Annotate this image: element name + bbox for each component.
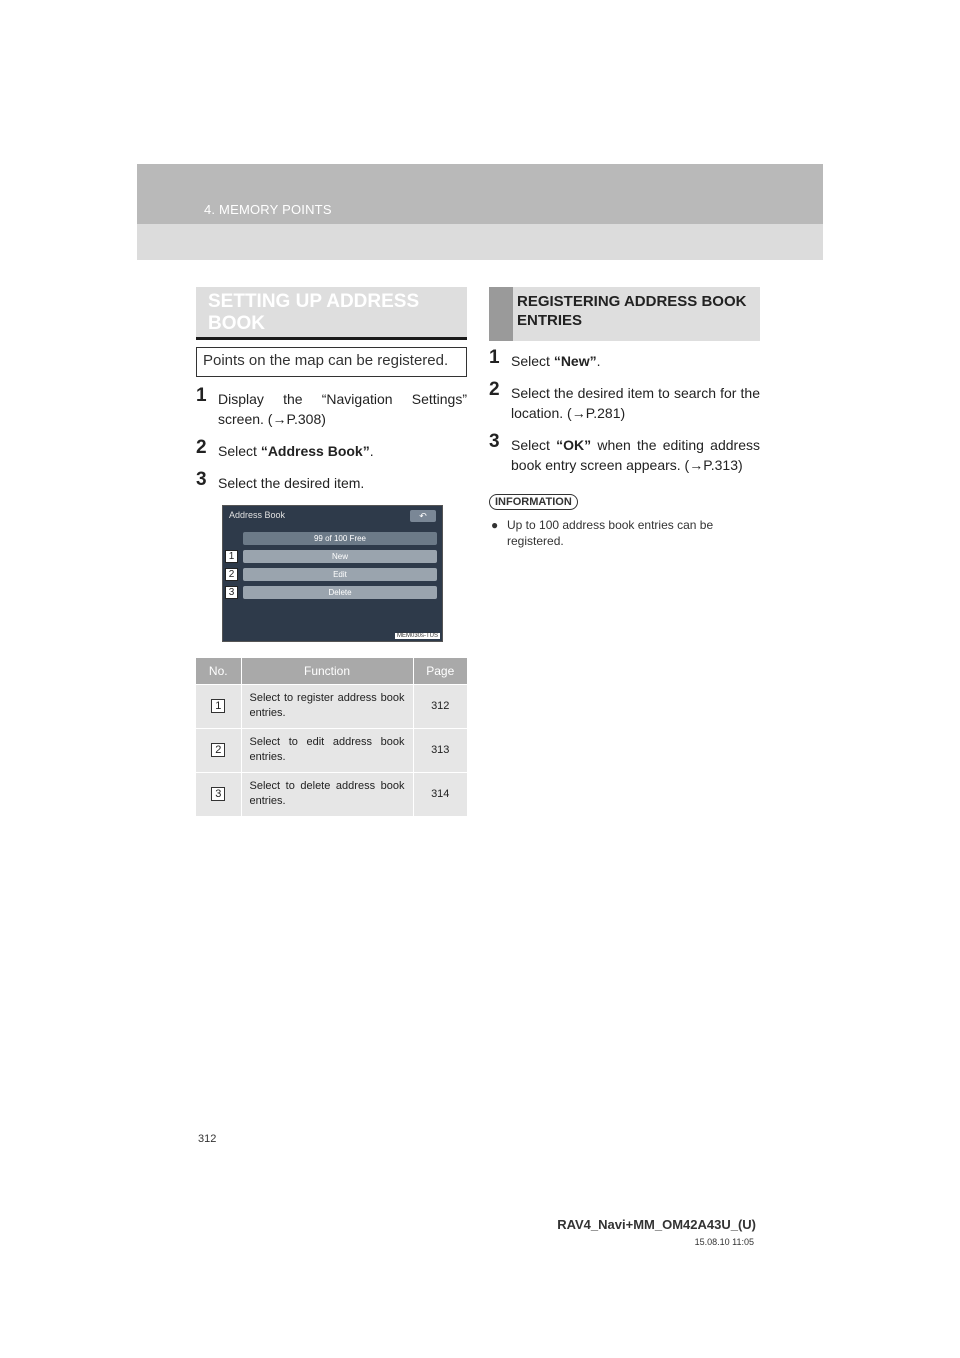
column-header: Page: [413, 658, 467, 684]
header-top-strip: [137, 164, 823, 224]
table-header-row: [196, 658, 467, 684]
right-column: [489, 287, 760, 549]
left-column: [196, 287, 467, 816]
heading-bar: [489, 287, 513, 341]
screen-title: Address Book: [229, 510, 286, 520]
new-button: New: [243, 550, 437, 563]
row-page: 313: [413, 728, 467, 772]
step-number: 3: [196, 469, 207, 490]
section-title: SETTING UP ADDRESS BOOK: [208, 291, 420, 334]
information-item: ● Up to 100 address book entries can be registered.: [491, 518, 714, 548]
step-number: 1: [196, 385, 207, 406]
row-page: 312: [413, 684, 467, 728]
document-id: RAV4_Navi+MM_OM42A43U_(U): [557, 1217, 756, 1232]
intro-text: Points on the map can be registered.: [196, 347, 467, 377]
row-number: 2: [211, 743, 225, 757]
step-3: 3 Select “OK” when the editing address book entry screen appears. (→P.313): [489, 431, 760, 473]
column-header: No.: [196, 658, 241, 684]
row-function: Select to delete address book entries.: [241, 772, 413, 816]
row-function: Select to edit address book entries.: [241, 728, 413, 772]
table-row: [196, 772, 467, 816]
section-title: REGISTERING ADDRESS BOOK ENTRIES: [517, 293, 747, 329]
page-number: 312: [198, 1133, 217, 1145]
callout-2: 2: [225, 568, 238, 581]
section-heading-setup: [196, 287, 467, 340]
back-icon: ↶: [410, 510, 436, 522]
step-number: 2: [489, 379, 500, 400]
delete-button: Delete: [243, 586, 437, 599]
row-number: 3: [211, 787, 225, 801]
callout-1: 1: [225, 550, 238, 563]
row-function: Select to register address book entries.: [241, 684, 413, 728]
arrow-icon: →: [272, 411, 287, 427]
step-number: 2: [196, 437, 207, 458]
arrow-icon: →: [571, 405, 586, 421]
edit-button: Edit: [243, 568, 437, 581]
header-band: [137, 164, 823, 260]
information-label: INFORMATION: [489, 494, 578, 510]
table-row: [196, 728, 467, 772]
section-heading-register: [489, 287, 760, 341]
step-2: 2 Select the desired item to search for the location. (→P.281): [489, 379, 760, 421]
row-number: 1: [211, 699, 225, 713]
free-count-bar: 99 of 100 Free: [243, 532, 437, 545]
column-header: Function: [241, 658, 413, 684]
address-book-screenshot: [222, 505, 443, 642]
step-1: 1 Select “New”.: [489, 347, 601, 369]
document-date: 15.08.10 11:05: [694, 1237, 754, 1247]
arrow-icon: →: [689, 457, 704, 473]
row-page: 314: [413, 772, 467, 816]
function-table: [196, 658, 467, 816]
step-3: 3 Select the desired item.: [196, 469, 365, 491]
step-number: 1: [489, 347, 500, 368]
step-number: 3: [489, 431, 500, 452]
section-label: 4. MEMORY POINTS: [204, 202, 332, 217]
screen-code: MEM030s-TUS: [396, 633, 438, 639]
callout-3: 3: [225, 586, 238, 599]
step-2: 2 Select “Address Book”.: [196, 437, 374, 459]
table-row: [196, 684, 467, 728]
step-1: 1 Display the “Navigation Settings” screen. (→P.308): [196, 385, 467, 427]
bullet-icon: ●: [491, 518, 499, 532]
